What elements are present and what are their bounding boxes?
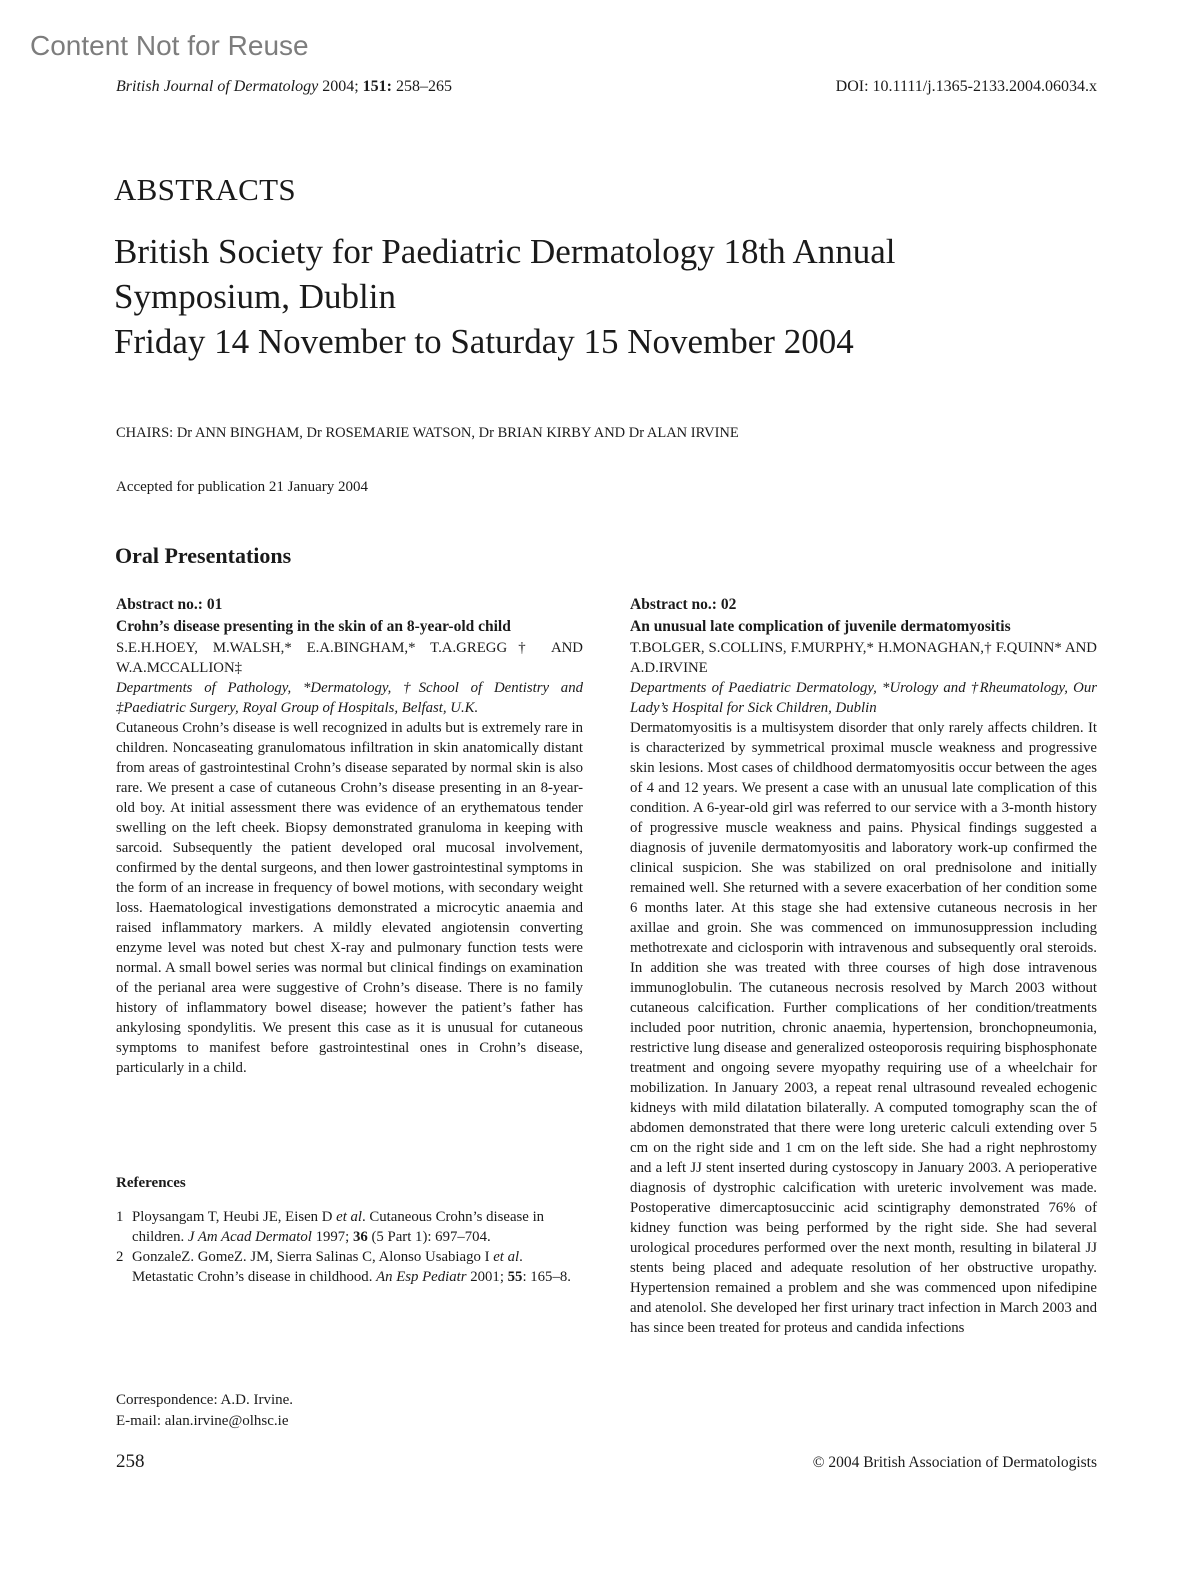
symposium-title bbox=[114, 229, 1094, 364]
chairs-line: CHAIRS: Dr ANN BINGHAM, Dr ROSEMARIE WATSON, Dr BRIAN KIRBY AND Dr ALAN IRVINE bbox=[116, 425, 739, 441]
references-list bbox=[116, 1207, 583, 1287]
copyright-notice: © 2004 British Association of Dermatologists bbox=[812, 1454, 1097, 1471]
abstracts-heading: ABSTRACTS bbox=[114, 172, 296, 207]
section-heading: Oral Presentations bbox=[115, 543, 292, 568]
title-line: British Society for Paediatric Dermatology 18th Annual bbox=[114, 232, 896, 271]
reference-number: 2 bbox=[116, 1249, 124, 1265]
reference-item bbox=[116, 1247, 583, 1287]
abstract-number: Abstract no.: 01 bbox=[116, 596, 223, 613]
running-head-citation bbox=[116, 78, 452, 96]
title-line: Friday 14 November to Saturday 15 November 2004 bbox=[114, 322, 854, 361]
reference-text: Ploysangam T, Heubi JE, Eisen D et al. Cutaneous Crohn’s disease in children. J Am Acad Dermatol 1997; 36 (5 Part 1): 697–704. bbox=[132, 1209, 545, 1245]
title-line: Symposium, Dublin bbox=[114, 277, 396, 316]
accepted-line: Accepted for publication 21 January 2004 bbox=[116, 479, 369, 495]
correspondence-email: E-mail: alan.irvine@olhsc.ie bbox=[116, 1413, 289, 1429]
page-number: 258 bbox=[116, 1451, 145, 1472]
journal-volume: 151: bbox=[362, 78, 392, 95]
abstract-affiliation: Departments of Paediatric Dermatology, *Urology and †Rheumatology, Our Lady’s Hospital for Sick Children, Dublin bbox=[630, 680, 1097, 716]
references-heading: References bbox=[116, 1175, 186, 1191]
abstract-number: Abstract no.: 02 bbox=[630, 596, 737, 613]
abstract-title: An unusual late complication of juvenile dermatomyositis bbox=[630, 618, 1011, 635]
abstract-title: Crohn’s disease presenting in the skin of an 8-year-old child bbox=[116, 618, 511, 635]
journal-pages: 258–265 bbox=[396, 78, 452, 95]
abstract-authors: T.BOLGER, S.COLLINS, F.MURPHY,* H.MONAGHAN,† F.QUINN* AND A.D.IRVINE bbox=[630, 640, 1097, 676]
abstract-body: Cutaneous Crohn’s disease is well recognized in adults but is extremely rare in children. Noncaseating granulomatous infiltration in skin anatomically distant from areas of gastrointestinal Crohn’s disease separated by normal skin is also rare. We present a case of cutaneous Crohn’s disease presenting in an 8-year-old boy. At initial assessment there was evidence of an erythematous tender swelling on the left cheek. Biopsy demonstrated granuloma in keeping with sarcoid. Subsequently the patient developed oral mucosal involvement, confirmed by the dental surgeons, and then lower gastrointestinal symptoms in the form of an increase in frequency of bowel motions, with secondary weight loss. Haematological investigations demonstrated a microcytic anaemia and raised inflammatory markers. A mildly elevated angiotensin converting enzyme level was noted but chest X-ray and pulmonary function tests were normal. A small bowel series was normal but clinical findings on examination of the perianal area were suggestive of Crohn’s disease. There is no family history of inflammatory bowel disease; however the patient’s father has ankylosing spondylitis. We present this case as it is unusual for cutaneous symptoms to manifest before gastrointestinal ones in Crohn’s disease, particularly in a child. bbox=[116, 720, 583, 1076]
correspondence-name: Correspondence: A.D. Irvine. bbox=[116, 1392, 294, 1408]
journal-name: British Journal of Dermatology bbox=[116, 78, 319, 95]
running-head-doi: DOI: 10.1111/j.1365-2133.2004.06034.x bbox=[835, 78, 1097, 95]
reference-number: 1 bbox=[116, 1209, 124, 1225]
abstract-affiliation: Departments of Pathology, *Dermatology, †School of Dentistry and ‡Paediatric Surgery, Royal Group of Hospitals, Belfast, U.K. bbox=[116, 680, 583, 716]
abstract-authors: S.E.H.HOEY, M.WALSH,* E.A.BINGHAM,* T.A.GREGG† AND W.A.MCCALLION‡ bbox=[116, 640, 583, 676]
abstract-01 bbox=[116, 594, 583, 1078]
abstract-02 bbox=[630, 594, 1097, 1338]
abstract-body: Dermatomyositis is a multisystem disorder that only rarely affects children. It is characterized by symmetrical proximal muscle weakness and progressive skin lesions. Most cases of childhood dermatomyositis occur between the ages of 4 and 12 years. We present a case with an unusual late complication of this condition. A 6-year-old girl was referred to our service with a 3-month history of progressive muscle weakness and pains. Physical findings suggested a diagnosis of juvenile dermatomyositis and laboratory work-up confirmed the clinical suspicion. She was stabilized on oral prednisolone and initially remained well. She returned with a severe exacerbation of her condition some 6 months later. At this stage she had extensive cutaneous necrosis in her axillae and groin. She was commenced on immunosuppression including methotrexate and ciclosporin with intravenous and subsequently oral steroids. In addition she was treated with three courses of high dose intravenous immunoglobulin. The cutaneous necrosis resolved by March 2003 without cutaneous calcification. Further complications of her condition/treatments included poor nutrition, chronic anaemia, hypertension, bronchopneumonia, restrictive lung disease and generalized osteoporosis requiring bisphosphonate treatment and ongoing severe myopathy requiring use of a wheelchair for mobilization. In January 2003, a repeat renal ultrasound revealed echogenic kidneys with mild dilatation bilaterally. A computed tomography scan the of abdomen demonstrated that there were long ureteric calculi extending over 5 cm on the right side and 1 cm on the left side. She had a right nephrostomy and a left JJ stent inserted during cystoscopy in January 2003. A perioperative diagnosis of dystrophic calcification with ureteric involvement was made. Postoperative dimercaptosuccinic acid scintigraphy demonstrated 76% of kidney function was being performed by the right side. She had several urological procedures performed over the next month, resulting in bilateral JJ stents being placed and adequate resolution of her obstructive uropathy. Hypertension remained a problem and she was commenced upon nifedipine and atenolol. She developed her first urinary tract infection in March 2003 and has since been treated for proteus and candida infections bbox=[630, 720, 1097, 1336]
reference-item bbox=[116, 1207, 583, 1247]
journal-year: 2004; bbox=[322, 78, 359, 95]
correspondence bbox=[116, 1390, 293, 1432]
reference-text: GonzaleZ. GomeZ. JM, Sierra Salinas C, Alonso Usabiago I et al. Metastatic Crohn’s disease in childhood. An Esp Pediatr 2001; 55: 165–8. bbox=[132, 1249, 571, 1285]
watermark: Content Not for Reuse bbox=[30, 30, 309, 61]
